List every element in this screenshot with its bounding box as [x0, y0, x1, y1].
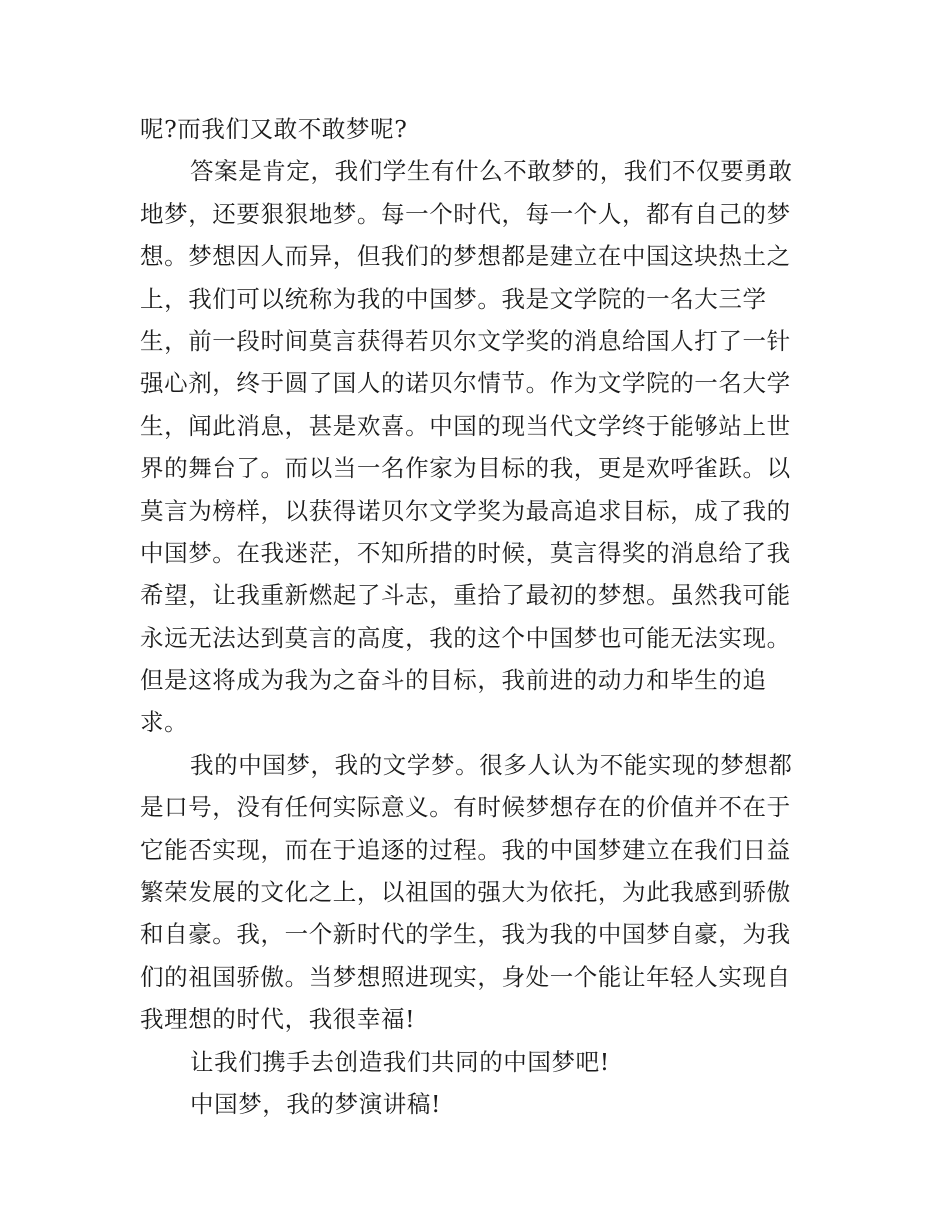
text-line: 呢?而我们又敢不敢梦呢?: [140, 115, 408, 143]
text-line: 想。梦想因人而异，但我们的梦想都是建立在中国这块热土之: [140, 242, 791, 271]
text-line: 我的中国梦，我的文学梦。很多人认为不能实现的梦想都: [190, 750, 793, 779]
text-line: 生，闻此消息，甚是欢喜。中国的现当代文学终于能够站上世: [140, 411, 791, 440]
text-line: 生，前一段时间莫言获得若贝尔文学奖的消息给国人打了一针: [140, 326, 791, 355]
text-line: 但是这将成为我为之奋斗的目标，我前进的动力和毕生的追: [140, 666, 767, 695]
text-line: 上，我们可以统称为我的中国梦。我是文学院的一名大三学: [140, 284, 767, 313]
text-line: 地梦，还要狠狠地梦。每一个时代，每一个人，都有自己的梦: [140, 199, 791, 228]
text-line: 中国梦。在我迷茫，不知所措的时候，莫言得奖的消息给了我: [140, 538, 791, 567]
text-line: 我理想的时代，我很幸福!: [140, 1005, 416, 1034]
text-line: 繁荣发展的文化之上，以祖国的强大为依托，为此我感到骄傲: [140, 878, 791, 907]
speech-text-body: [140, 108, 816, 1125]
text-line: 和自豪。我，一个新时代的学生，我为我的中国梦自豪，为我: [140, 920, 791, 949]
text-line: 们的祖国骄傲。当梦想照进现实，身处一个能让年轻人实现自: [140, 962, 791, 991]
text-line: 强心剂，终于圆了国人的诺贝尔情节。作为文学院的一名大学: [140, 369, 791, 398]
text-line: 让我们携手去创造我们共同的中国梦吧!: [190, 1047, 610, 1076]
text-line: 它能否实现，而在于追逐的过程。我的中国梦建立在我们日益: [140, 835, 791, 864]
text-line: 界的舞台了。而以当一名作家为目标的我，更是欢呼雀跃。以: [140, 454, 791, 483]
text-line: 永远无法达到莫言的高度，我的这个中国梦也可能无法实现。: [140, 623, 791, 652]
text-line: 是口号，没有任何实际意义。有时候梦想存在的价值并不在于: [140, 793, 791, 822]
text-line: 求。: [140, 708, 189, 737]
text-line: 答案是肯定，我们学生有什么不敢梦的，我们不仅要勇敢: [190, 157, 793, 186]
text-line: 莫言为榜样，以获得诺贝尔文学奖为最高追求目标，成了我的: [140, 496, 791, 525]
text-line: 希望，让我重新燃起了斗志，重拾了最初的梦想。虽然我可能: [140, 581, 791, 610]
text-line: 中国梦，我的梦演讲稿!: [190, 1089, 442, 1118]
